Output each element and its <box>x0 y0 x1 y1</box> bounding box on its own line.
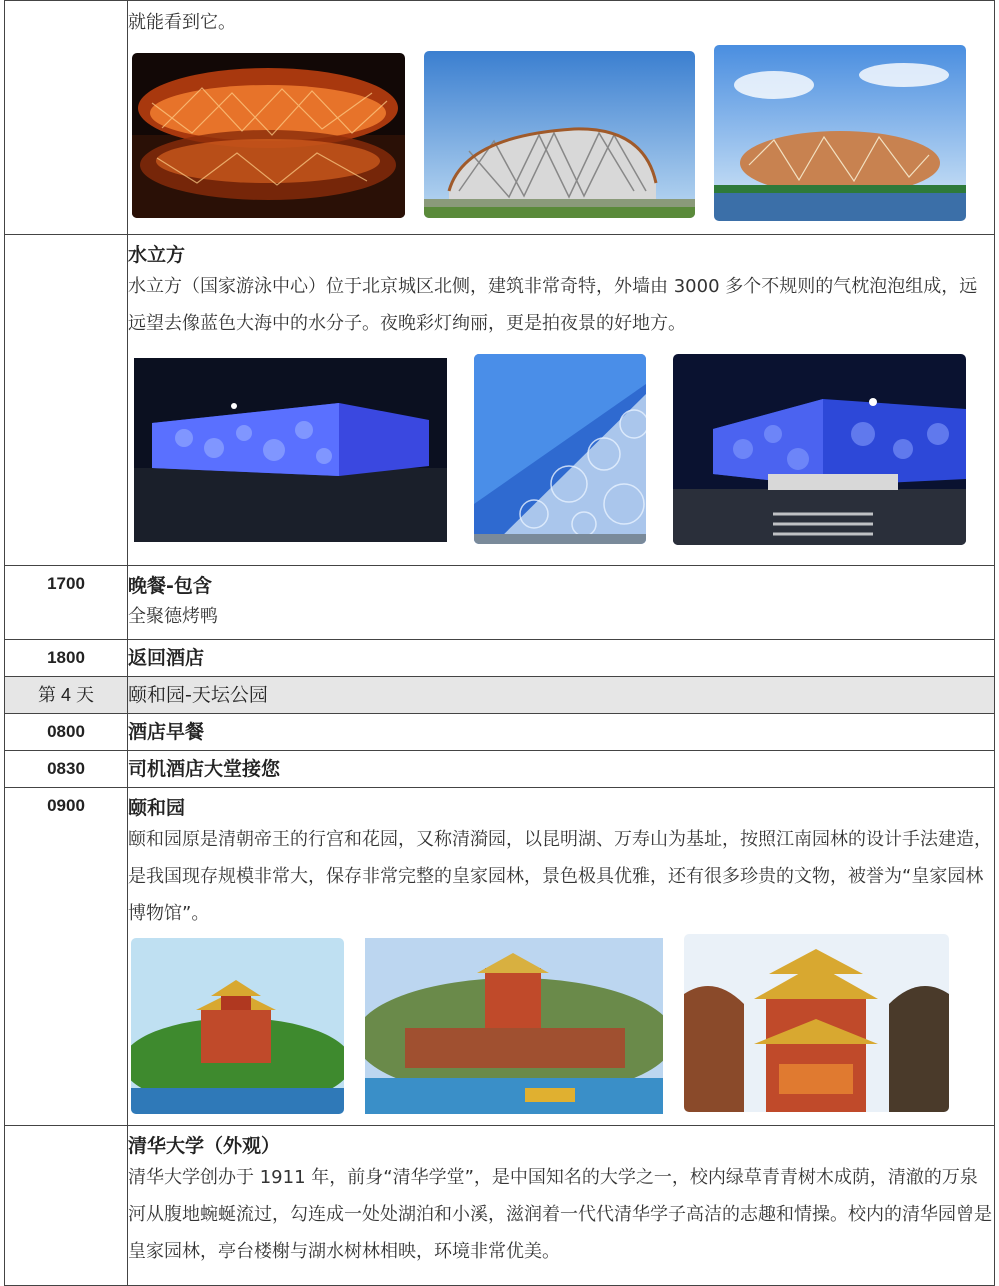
content-cell <box>128 788 995 1126</box>
time-cell <box>5 235 128 566</box>
table-row <box>5 751 995 788</box>
content-cell <box>128 640 995 677</box>
item-description: 颐和园原是清朝帝王的行宫和花园，又称清漪园，以昆明湖、万寿山为基址，按照江南园林的设计手法建造，是我国现存规模非常大，保存非常完整的皇家园林，景色极具优雅，还有很多珍贵的文物，被誉为“皇家园林博物馆”。 <box>128 829 992 924</box>
bird-nest-night-photo <box>132 53 405 218</box>
item-description: 水立方（国家游泳中心）位于北京城区北侧，建筑非常奇特，外墙由 3000 多个不规则的气枕泡泡组成，远远望去像蓝色大海中的水分子。夜晚彩灯绚丽，更是拍夜景的好地方。 <box>128 276 978 334</box>
item-description: 全聚德烤鸭 <box>128 606 218 627</box>
time-cell <box>5 566 128 640</box>
day-label-cell <box>5 677 128 714</box>
content-cell <box>128 714 995 751</box>
day-title-cell <box>128 677 995 714</box>
item-title: 颐和园 <box>128 797 186 819</box>
table-row <box>5 1126 995 1286</box>
water-cube-closeup-photo <box>474 354 646 544</box>
row-text: 就能看到它。 <box>128 12 236 33</box>
photo-strip <box>128 43 994 223</box>
water-cube-street-photo <box>673 354 966 545</box>
content-cell <box>128 1126 995 1286</box>
time-cell <box>5 714 128 751</box>
item-title: 酒店早餐 <box>128 721 205 743</box>
table-row <box>5 788 995 1126</box>
content-cell <box>128 1 995 235</box>
photo-strip <box>128 352 994 552</box>
table-row <box>5 566 995 640</box>
photo-strip <box>128 932 994 1117</box>
bird-nest-day-photo <box>424 51 695 218</box>
day-title: 颐和园-天坛公园 <box>128 684 268 706</box>
item-title: 水立方 <box>128 244 186 266</box>
time-label: 0830 <box>47 759 85 778</box>
content-cell <box>128 566 995 640</box>
item-title: 返回酒店 <box>128 647 205 669</box>
day-header-row <box>5 677 995 714</box>
time-label: 0800 <box>47 722 85 741</box>
item-title: 司机酒店大堂接您 <box>128 758 281 780</box>
summer-palace-hill-photo <box>131 938 344 1114</box>
time-label: 1800 <box>47 648 85 667</box>
table-row <box>5 1 995 235</box>
bird-nest-sky-photo <box>714 45 966 221</box>
summer-palace-tower-photo <box>684 934 949 1112</box>
time-cell <box>5 788 128 1126</box>
time-cell <box>5 640 128 677</box>
time-label: 0900 <box>47 796 85 815</box>
time-cell <box>5 1 128 235</box>
itinerary-table <box>4 0 995 1286</box>
content-cell <box>128 235 995 566</box>
item-description: 清华大学创办于 1911 年，前身“清华学堂”，是中国知名的大学之一，校内绿草青青树木成荫，清澈的万泉河从腹地蜿蜒流过，勾连成一处处湖泊和小溪，滋润着一代代清华学子高洁的志趣和情操。校内的清华园曾是皇家园林，亭台楼榭与湖水树林相映，环境非常优美。 <box>128 1167 992 1262</box>
table-row <box>5 235 995 566</box>
content-cell <box>128 751 995 788</box>
water-cube-night-photo <box>134 358 447 542</box>
item-title: 清华大学（外观） <box>128 1135 281 1157</box>
item-title: 晚餐-包含 <box>128 575 212 597</box>
table-row <box>5 714 995 751</box>
time-cell <box>5 1126 128 1286</box>
table-row <box>5 640 995 677</box>
time-cell <box>5 751 128 788</box>
time-label: 1700 <box>47 574 85 593</box>
day-label: 第 4 天 <box>37 685 94 705</box>
summer-palace-lake-photo <box>365 938 663 1114</box>
